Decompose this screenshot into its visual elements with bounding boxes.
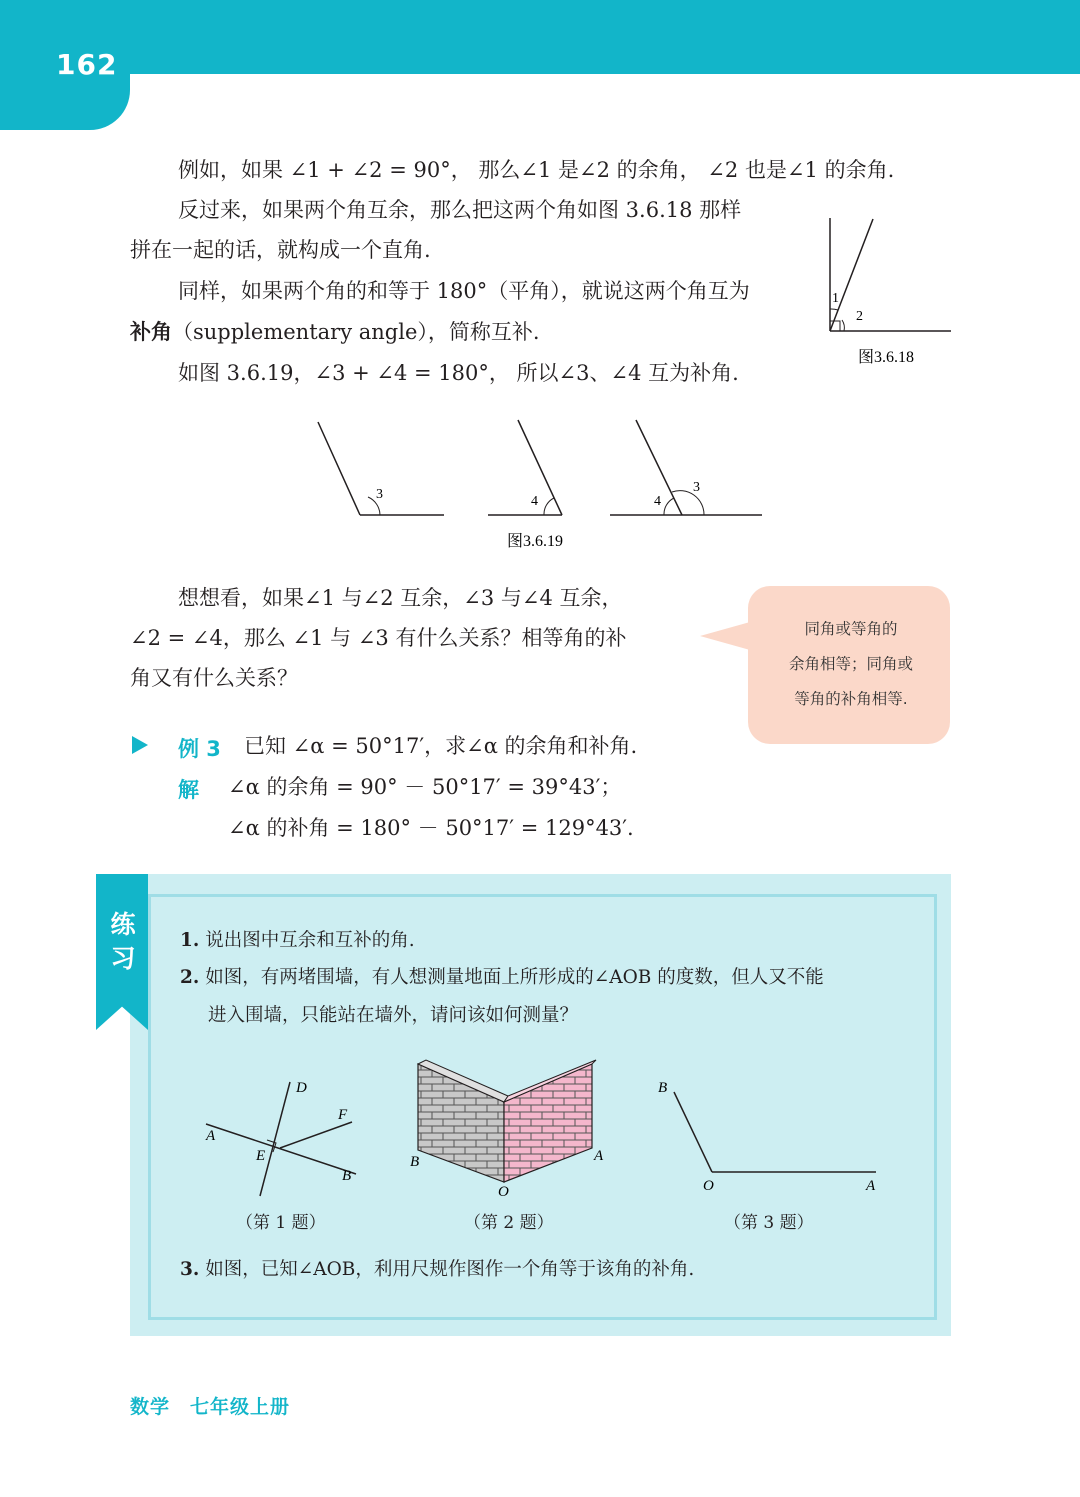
think-line1: 想想看，如果∠1 与∠2 互余，∠3 与∠4 互余， (178, 586, 623, 610)
header-band (0, 0, 1080, 74)
practice-question-2-line1: 2. 如图，有两堵围墙，有人想测量地面上所形成的∠AOB 的度数，但人又不能 (180, 967, 824, 988)
practice-figure-1 (196, 1072, 366, 1202)
practice-caption-1: （第 1 题） (236, 1213, 326, 1233)
fig1-label-D: D (296, 1080, 307, 1096)
solution-line2: ∠α 的补角 = 180° － 50°17′ = 129°43′. (228, 816, 634, 840)
practice-caption-2: （第 2 题） (464, 1213, 554, 1233)
practice-question-2-line2: 进入围墙，只能站在墙外，请问该如何测量？ (208, 1005, 579, 1026)
fig1-label-A: A (206, 1128, 216, 1144)
example-problem: 已知 ∠α = 50°17′，求∠α 的余角和补角. (244, 734, 638, 758)
fig18-label-1: 1 (832, 291, 839, 306)
fig18-caption: 图3.6.18 (858, 349, 915, 366)
fig19-caption: 图3.6.19 (507, 533, 564, 550)
paragraph-supplementary-line2: 补角（supplementary angle），简称互补. (130, 319, 540, 344)
practice-caption-3: （第 3 题） (724, 1213, 814, 1233)
practice-question-1: 1. 说出图中互余和互补的角. (180, 930, 415, 951)
fig1-label-E: E (256, 1148, 266, 1164)
figure-3-6-18 (820, 210, 960, 380)
practice-question-3: 3. 如图，已知∠AOB，利用尺规作图作一个角等于该角的补角. (180, 1259, 695, 1280)
example-label: 例 3 (178, 737, 221, 761)
note-text: 同角或等角的 余角相等；同角或 等角的补角相等. (788, 620, 913, 708)
practice-figure-3 (650, 1072, 890, 1202)
fig19-label-4b: 4 (654, 494, 661, 509)
fig19-label-3b: 3 (693, 480, 700, 495)
page-number: 162 (56, 48, 118, 81)
fig3-label-B: B (658, 1080, 668, 1096)
footer-book-title: 数学 七年级上册 (130, 1396, 291, 1418)
fig2-label-A: A (594, 1148, 604, 1164)
fig3-label-O: O (703, 1178, 714, 1194)
paragraph-converse-line1: 反过来，如果两个角互余，那么把这两个角如图 3.6.18 那样 (178, 198, 742, 222)
paragraph-supplementary-line1: 同样，如果两个角的和等于 180°（平角），就说这两个角互为 (178, 279, 750, 303)
figure-3-6-19 (300, 410, 780, 560)
fig19-label-3a: 3 (376, 487, 383, 502)
fig2-label-O: O (498, 1184, 509, 1200)
think-line2: ∠2 = ∠4，那么 ∠1 与 ∠3 有什么关系？相等角的补 (130, 626, 627, 650)
fig1-label-F: F (338, 1107, 348, 1123)
example-arrow-icon (132, 736, 148, 754)
fig19-label-4a: 4 (531, 494, 538, 509)
practice-figure-2-walls (404, 1056, 614, 1206)
solution-line1: ∠α 的余角 = 90° － 50°17′ = 39°43′； (228, 775, 622, 799)
term-supplementary: 补角 (130, 319, 172, 344)
fig1-label-B: B (342, 1168, 352, 1184)
fig3-label-A: A (866, 1178, 876, 1194)
solution-label: 解 (178, 778, 199, 802)
practice-tag-label: 练 习 (110, 910, 136, 973)
think-line3: 角又有什么关系？ (130, 666, 298, 690)
fig2-label-B: B (410, 1154, 420, 1170)
paragraph-figure-reference: 如图 3.6.19，∠3 + ∠4 = 180°， 所以∠3、∠4 互为补角. (178, 361, 739, 385)
fig18-label-2: 2 (856, 309, 863, 324)
paragraph-complementary-example: 例如，如果 ∠1 + ∠2 = 90°， 那么∠1 是∠2 的余角， ∠2 也是∠1 的余角. (178, 158, 895, 182)
paragraph-converse-line2: 拼在一起的话，就构成一个直角. (130, 238, 431, 262)
note-bubble-tail (700, 622, 750, 650)
